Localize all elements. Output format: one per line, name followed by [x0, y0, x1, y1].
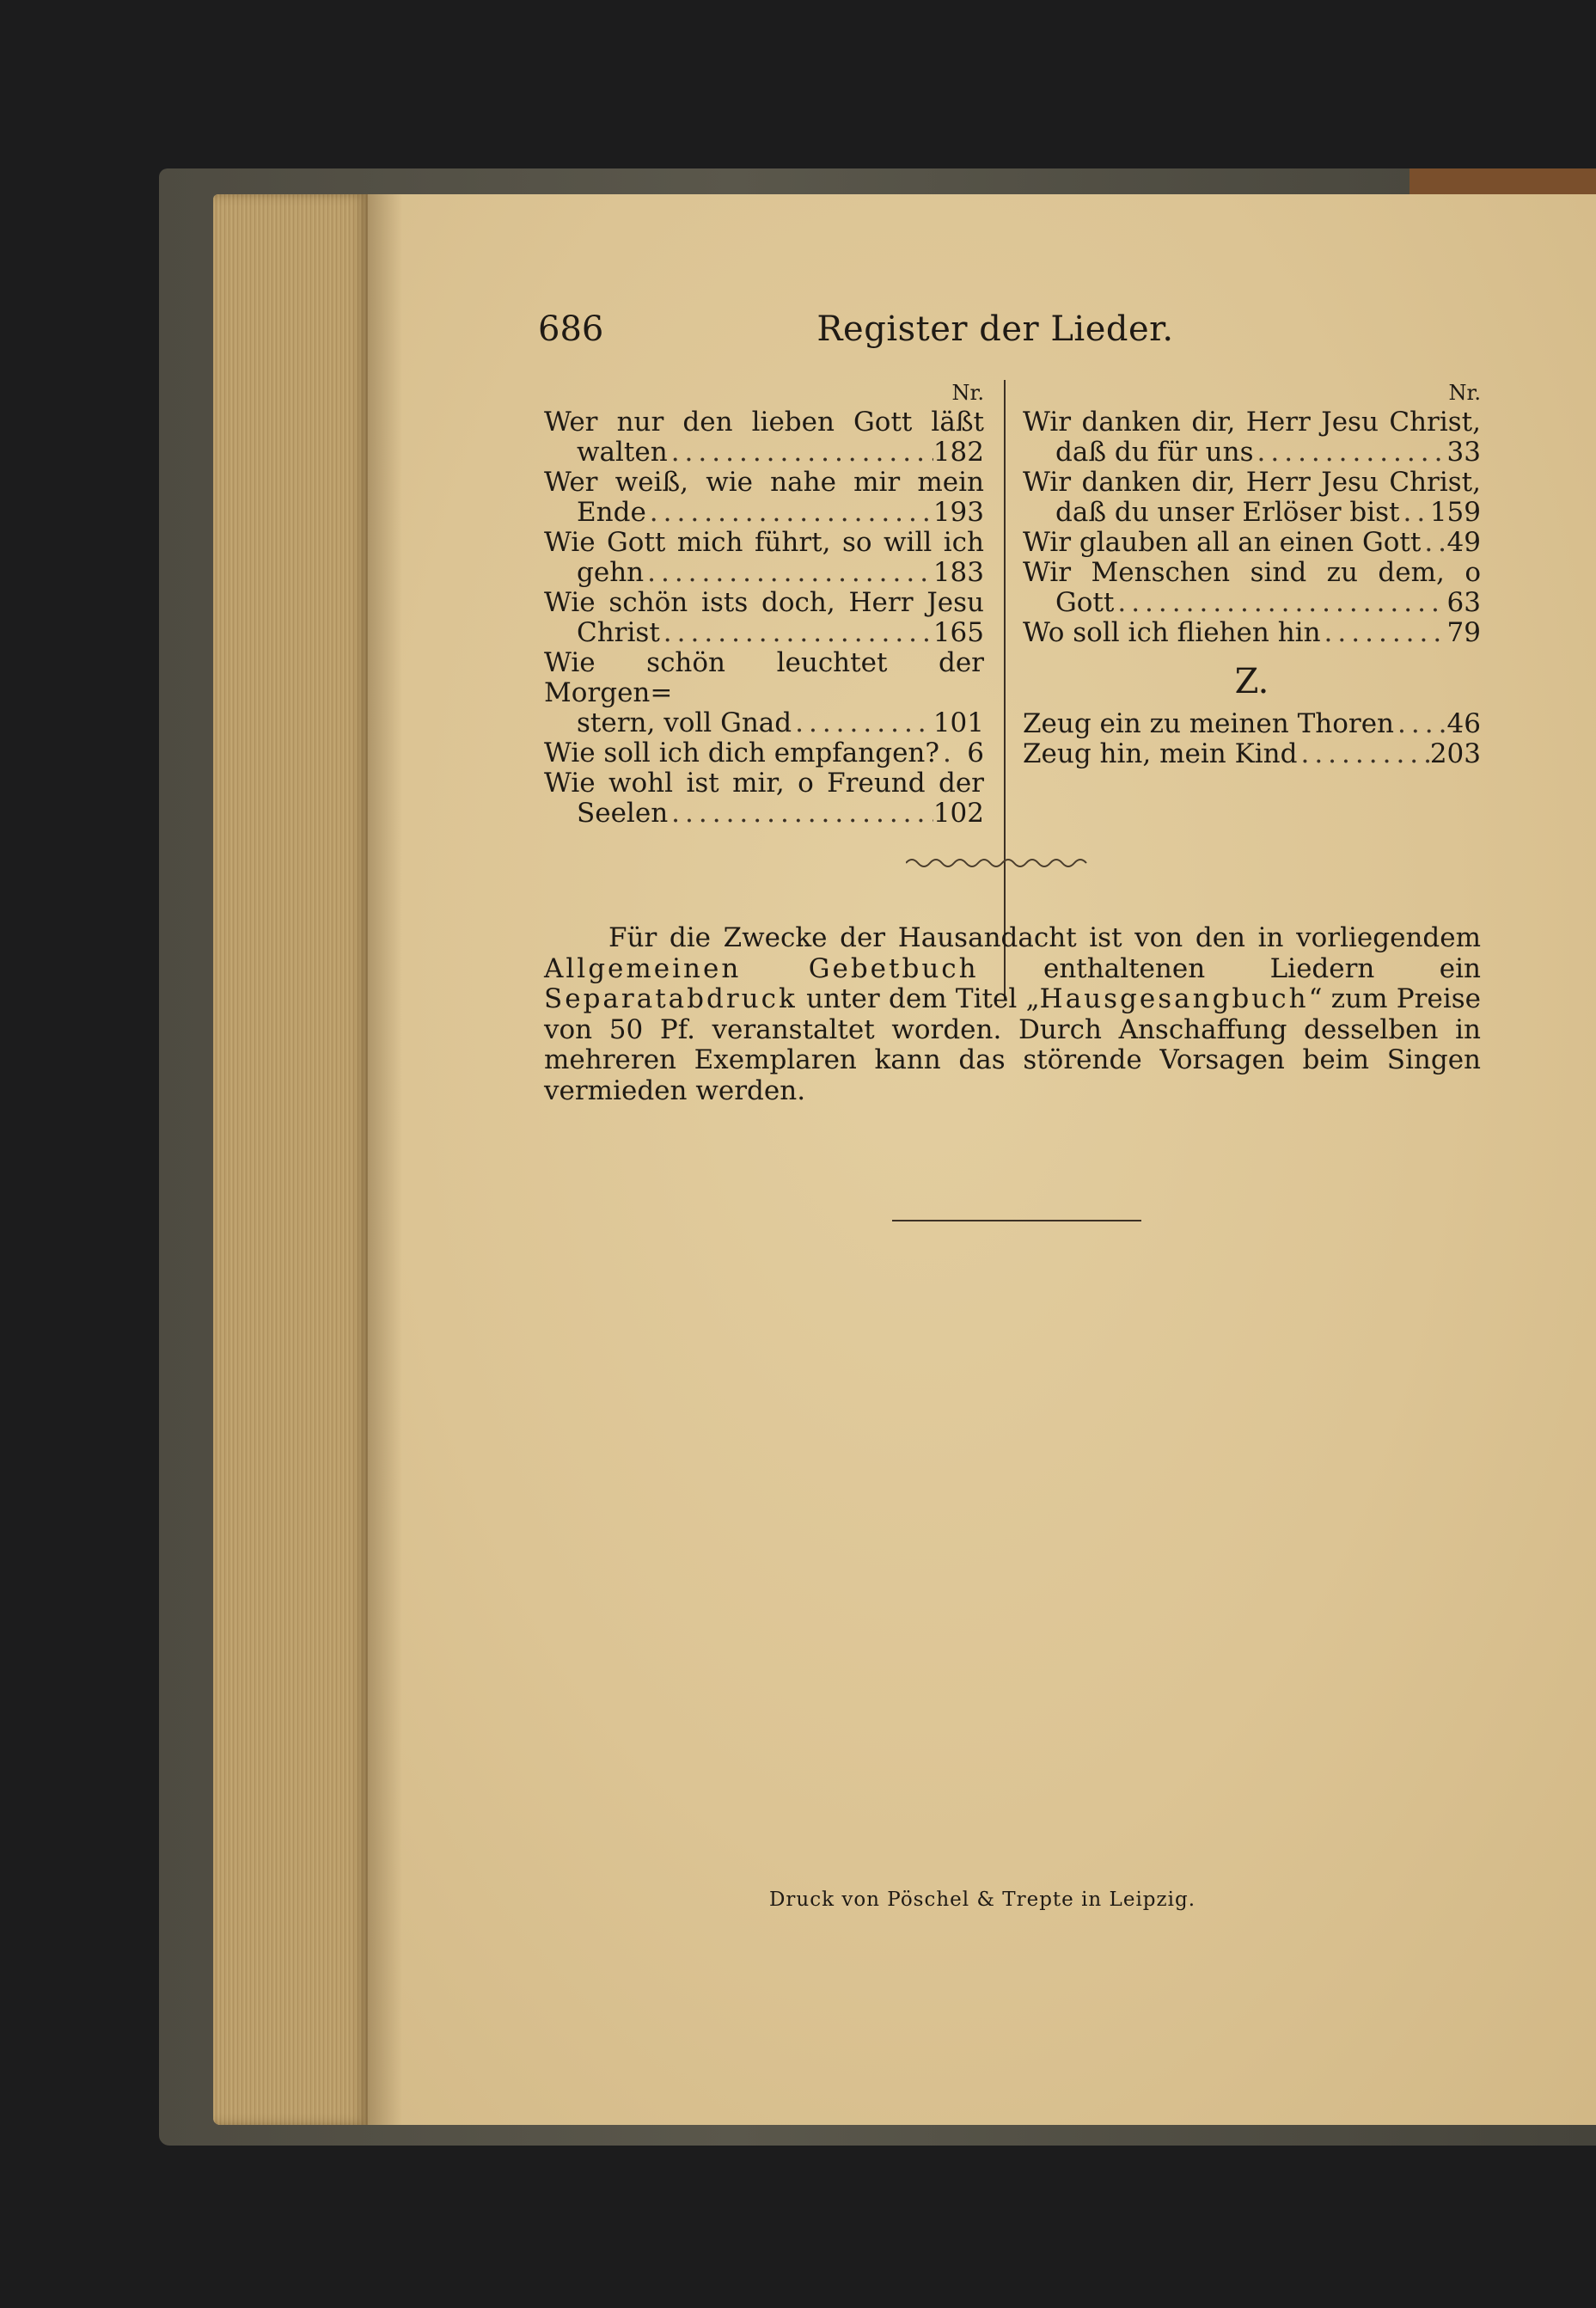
entry-last-line	[1023, 438, 1481, 468]
notice-hausgesangbuch: Hausgesangbuch	[1039, 983, 1309, 1014]
entry-title-line: Gott	[1055, 587, 1115, 618]
entry-number: 6	[967, 738, 984, 768]
page-number: 686	[538, 309, 604, 349]
entry-title-line: Wir danken dir, Herr Jesu Christ,	[1023, 467, 1481, 498]
entry-title-line: Wir Menschen sind zu dem, o	[1023, 557, 1481, 588]
column-divider	[1004, 380, 1006, 1001]
register-entry	[1023, 468, 1481, 528]
entry-title-line: Wo soll ich fliehen hin	[1023, 617, 1321, 648]
dot-leader	[1421, 528, 1446, 558]
entry-title-line: Seelen	[577, 798, 669, 829]
entry-number: 49	[1446, 527, 1481, 558]
entry-last-line	[544, 618, 984, 648]
entry-title-line: daß du unser Erlöser bist	[1055, 497, 1400, 528]
notice-text: Für die Zwecke der Hausandacht ist von den in vorliegendem	[608, 922, 1481, 953]
entry-last-line	[1023, 528, 1481, 558]
nr-label: Nr.	[1448, 381, 1481, 405]
entry-number: 159	[1429, 497, 1481, 528]
dot-leader	[646, 498, 933, 528]
entry-title-line: Wer weiß, wie nahe mir mein	[544, 467, 984, 498]
entry-title-line: Christ	[577, 617, 660, 648]
entry-number: 102	[933, 798, 984, 829]
dot-leader	[939, 738, 950, 768]
entry-title-line: daß du für uns	[1055, 437, 1254, 468]
entry-title-line: Wie schön ists doch, Herr Jesu	[544, 587, 984, 618]
right-column	[1023, 378, 1481, 769]
entry-last-line	[544, 438, 984, 468]
entry-title-line: stern, voll Gnad	[577, 707, 792, 738]
entry-number: 183	[933, 557, 984, 588]
register-entry	[544, 738, 984, 768]
register-entry	[1023, 739, 1481, 769]
entry-last-line	[544, 799, 984, 829]
entry-number: 193	[933, 497, 984, 528]
cover-edge-right	[1409, 168, 1596, 194]
dot-leader	[1321, 618, 1446, 648]
entry-last-line	[1023, 739, 1481, 769]
register-entry	[1023, 709, 1481, 739]
entry-title-line: Wie schön leuchtet der Morgen=	[544, 647, 984, 708]
entry-title-line: Zeug hin, mein Kind	[1023, 738, 1298, 769]
notice-separatabdruck: Separatabdruck	[544, 983, 798, 1014]
right-entries	[1023, 407, 1481, 648]
entry-number: 33	[1446, 437, 1481, 468]
entry-title-line: Ende	[577, 497, 646, 528]
register-entry	[544, 768, 984, 829]
dot-leader	[1297, 739, 1429, 769]
dot-leader	[668, 799, 933, 829]
notice-text: “ zum Preise von 50 Pf. veranstaltet worden. Durch Anschaffung desselben in mehreren Exemplaren kann das störende Vorsagen beim Singen vermieden werden.	[544, 983, 1481, 1106]
entry-last-line	[544, 708, 984, 738]
entry-last-line	[544, 738, 984, 768]
entry-last-line	[1023, 618, 1481, 648]
notice-text: unter dem Titel „	[797, 983, 1040, 1014]
entry-number: 203	[1429, 738, 1481, 769]
horizontal-rule	[892, 1220, 1141, 1221]
entry-title-line: Wie soll ich dich empfangen?	[544, 738, 940, 768]
dot-leader	[1394, 709, 1446, 739]
entry-last-line	[1023, 709, 1481, 739]
nr-label: Nr.	[951, 381, 984, 405]
register-entry	[544, 468, 984, 528]
entry-title-line: Wer nur den lieben Gott läßt	[544, 407, 984, 438]
entry-last-line	[544, 498, 984, 528]
register-entry	[1023, 558, 1481, 618]
entry-last-line	[1023, 588, 1481, 618]
section-letter: Z.	[1234, 662, 1269, 701]
register-entry	[544, 588, 984, 648]
ornament-divider	[906, 856, 1091, 870]
entry-number: 101	[933, 707, 984, 738]
dot-leader	[1114, 588, 1446, 618]
register-entry	[544, 407, 984, 468]
entry-number: 79	[1446, 617, 1481, 648]
gutter-shadow	[368, 194, 402, 2125]
entry-title-line: Wir danken dir, Herr Jesu Christ,	[1023, 407, 1481, 438]
dot-leader	[1400, 498, 1430, 528]
entry-number: 46	[1446, 708, 1481, 739]
entry-title-line: Wie Gott mich führt, so will ich	[544, 527, 984, 558]
notice-text: enthaltenen Liedern ein	[978, 952, 1481, 984]
dot-leader	[1254, 438, 1446, 468]
running-title: Register der Lieder.	[816, 309, 1174, 349]
page-edges	[213, 194, 368, 2125]
dot-leader	[792, 708, 933, 738]
register-entry	[1023, 618, 1481, 648]
register-entry	[544, 528, 984, 588]
dot-leader	[660, 618, 933, 648]
entry-last-line	[1023, 498, 1481, 528]
notice-book-title: Allgemeinen Gebetbuch	[544, 952, 979, 984]
printer-imprint: Druck von Pöschel & Trepte in Leipzig.	[768, 1889, 1196, 1911]
entry-title-line: Zeug ein zu meinen Thoren	[1023, 708, 1395, 739]
entry-title-line: gehn	[577, 557, 645, 588]
register-entry	[1023, 407, 1481, 468]
entry-number: 165	[933, 617, 984, 648]
dot-leader	[644, 558, 933, 588]
entry-title-line: Wie wohl ist mir, o Freund der	[544, 768, 984, 799]
section-z-entries	[1023, 709, 1481, 769]
book-page	[368, 194, 1596, 2125]
register-entry	[544, 648, 984, 738]
dot-leader	[668, 438, 933, 468]
entry-title-line: Wir glauben all an einen Gott	[1023, 527, 1422, 558]
entry-number: 182	[933, 437, 984, 468]
entry-title-line: walten	[577, 437, 668, 468]
entry-last-line	[544, 558, 984, 588]
register-entry	[1023, 528, 1481, 558]
left-column	[544, 378, 984, 829]
notice-paragraph	[544, 923, 1481, 1106]
entry-number: 63	[1446, 587, 1481, 618]
